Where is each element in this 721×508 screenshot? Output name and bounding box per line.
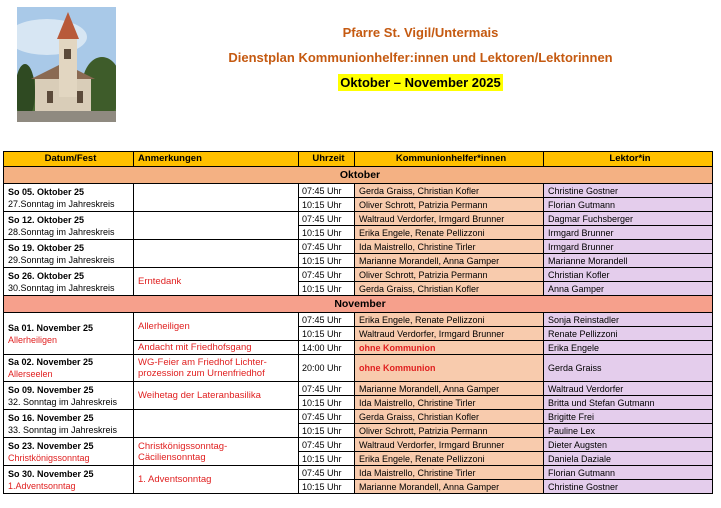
- lector-cell: Gerda Graiss: [544, 355, 713, 382]
- time-cell: 07:45 Uhr: [299, 268, 355, 282]
- helpers-cell: Oliver Schrott, Patrizia Permann: [355, 198, 544, 212]
- col-lector: Lektor*in: [544, 152, 713, 167]
- time-cell: 07:45 Uhr: [299, 184, 355, 198]
- table-row: [4, 212, 713, 226]
- table-row: [4, 382, 713, 396]
- date-cell: So 05. Oktober 25 27.Sonntag im Jahreskreis: [4, 184, 134, 212]
- table-row: [4, 410, 713, 424]
- period-title: [120, 75, 721, 90]
- helpers-cell: Ida Maistrello, Christine Tirler: [355, 466, 544, 480]
- lector-cell: Christian Kofler: [544, 268, 713, 282]
- note-cell: Christkönigssonntag- Cäciliensonntag: [134, 438, 299, 466]
- note-cell: [134, 184, 299, 212]
- lector-cell: Marianne Morandell: [544, 254, 713, 268]
- lector-cell: Christine Gostner: [544, 480, 713, 494]
- lector-cell: Irmgard Brunner: [544, 240, 713, 254]
- time-cell: 10:15 Uhr: [299, 282, 355, 296]
- date-cell: So 12. Oktober 25 28.Sonntag im Jahreskreis: [4, 212, 134, 240]
- time-cell: 07:45 Uhr: [299, 466, 355, 480]
- note-cell: Erntedank: [134, 268, 299, 296]
- church-photo: [17, 7, 116, 122]
- note-cell: [134, 212, 299, 240]
- lector-cell: Erika Engele: [544, 341, 713, 355]
- helpers-cell: Waltraud Verdorfer, Irmgard Brunner: [355, 438, 544, 452]
- lector-cell: Renate Pellizzoni: [544, 327, 713, 341]
- date-cell: So 19. Oktober 25 29.Sonntag im Jahreskreis: [4, 240, 134, 268]
- document-title: Dienstplan Kommunionhelfer:innen und Lektoren/Lektorinnen: [228, 50, 613, 65]
- lector-cell: Florian Gutmann: [544, 198, 713, 212]
- lector-cell: Pauline Lex: [544, 424, 713, 438]
- col-helpers: Kommunionhelfer*innen: [355, 152, 544, 167]
- helpers-cell: Erika Engele, Renate Pellizzoni: [355, 452, 544, 466]
- time-cell: 14:00 Uhr: [299, 341, 355, 355]
- table-row: [4, 268, 713, 282]
- time-cell: 10:15 Uhr: [299, 254, 355, 268]
- section-october: [4, 167, 713, 184]
- note-cell: Allerheiligen: [134, 313, 299, 341]
- lector-cell: Irmgard Brunner: [544, 226, 713, 240]
- time-cell: 10:15 Uhr: [299, 396, 355, 410]
- helpers-cell: Gerda Graiss, Christian Kofler: [355, 282, 544, 296]
- lector-cell: Florian Gutmann: [544, 466, 713, 480]
- time-cell: 07:45 Uhr: [299, 382, 355, 396]
- table-row: [4, 313, 713, 327]
- section-label-november: November: [4, 296, 713, 313]
- time-cell: 07:45 Uhr: [299, 313, 355, 327]
- col-notes: Anmerkungen: [134, 152, 299, 167]
- helpers-cell: Gerda Graiss, Christian Kofler: [355, 410, 544, 424]
- date-cell: So 16. November 25 33. Sonntag im Jahreskreis: [4, 410, 134, 438]
- helpers-cell: ohne Kommunion: [355, 355, 544, 382]
- lector-cell: Dieter Augsten: [544, 438, 713, 452]
- helpers-cell: Ida Maistrello, Christine Tirler: [355, 396, 544, 410]
- helpers-cell: Marianne Morandell, Anna Gamper: [355, 480, 544, 494]
- lector-cell: Waltraud Verdorfer: [544, 382, 713, 396]
- section-november: [4, 296, 713, 313]
- table-row: [4, 240, 713, 254]
- helpers-cell: Marianne Morandell, Anna Gamper: [355, 254, 544, 268]
- lector-cell: Dagmar Fuchsberger: [544, 212, 713, 226]
- helpers-cell: Waltraud Verdorfer, Irmgard Brunner: [355, 327, 544, 341]
- date-cell: So 30. November 25 1.Adventsonntag: [4, 466, 134, 494]
- note-cell: Andacht mit Friedhofsgang: [134, 341, 299, 355]
- time-cell: 07:45 Uhr: [299, 240, 355, 254]
- helpers-cell: ohne Kommunion: [355, 341, 544, 355]
- helpers-cell: Erika Engele, Renate Pellizzoni: [355, 313, 544, 327]
- church-icon: [17, 7, 116, 122]
- helpers-cell: Marianne Morandell, Anna Gamper: [355, 382, 544, 396]
- table-header-row: [4, 152, 713, 167]
- note-cell: [134, 410, 299, 438]
- helpers-cell: Erika Engele, Renate Pellizzoni: [355, 226, 544, 240]
- time-cell: 10:15 Uhr: [299, 424, 355, 438]
- time-cell: 10:15 Uhr: [299, 327, 355, 341]
- date-cell: Sa 02. November 25 Allerseelen: [4, 355, 134, 382]
- note-cell: [134, 240, 299, 268]
- time-cell: 07:45 Uhr: [299, 410, 355, 424]
- time-cell: 10:15 Uhr: [299, 480, 355, 494]
- lector-cell: Brigitte Frei: [544, 410, 713, 424]
- col-date: Datum/Fest: [4, 152, 134, 167]
- table-row: [4, 184, 713, 198]
- date-cell: So 26. Oktober 25 30.Sonntag im Jahreskreis: [4, 268, 134, 296]
- parish-title: Pfarre St. Vigil/Untermais: [342, 25, 499, 40]
- time-cell: 10:15 Uhr: [299, 452, 355, 466]
- note-cell: WG-Feier am Friedhof Lichter- prozession zum Urnenfriedhof: [134, 355, 299, 382]
- col-time: Uhrzeit: [299, 152, 355, 167]
- table-row: [4, 355, 713, 382]
- date-cell: So 23. November 25 Christkönigssonntag: [4, 438, 134, 466]
- lector-cell: Sonja Reinstadler: [544, 313, 713, 327]
- helpers-cell: Waltraud Verdorfer, Irmgard Brunner: [355, 212, 544, 226]
- helpers-cell: Gerda Graiss, Christian Kofler: [355, 184, 544, 198]
- helpers-cell: Oliver Schrott, Patrizia Permann: [355, 424, 544, 438]
- helpers-cell: Ida Maistrello, Christine Tirler: [355, 240, 544, 254]
- schedule-table: [3, 151, 713, 494]
- note-cell: 1. Adventsonntag: [134, 466, 299, 494]
- lector-cell: Christine Gostner: [544, 184, 713, 198]
- time-cell: 10:15 Uhr: [299, 198, 355, 212]
- date-cell: So 09. November 25 32. Sonntag im Jahreskreis: [4, 382, 134, 410]
- time-cell: 20:00 Uhr: [299, 355, 355, 382]
- time-cell: 07:45 Uhr: [299, 438, 355, 452]
- period-highlight: Oktober – November 2025: [340, 75, 501, 90]
- helpers-cell: Oliver Schrott, Patrizia Permann: [355, 268, 544, 282]
- lector-cell: Daniela Daziale: [544, 452, 713, 466]
- date-cell: Sa 01. November 25 Allerheiligen: [4, 313, 134, 355]
- table-row: [4, 466, 713, 480]
- lector-cell: Anna Gamper: [544, 282, 713, 296]
- note-cell: Weihetag der Lateranbasilika: [134, 382, 299, 410]
- time-cell: 07:45 Uhr: [299, 212, 355, 226]
- table-row: [4, 438, 713, 452]
- section-label-october: Oktober: [4, 167, 713, 184]
- time-cell: 10:15 Uhr: [299, 226, 355, 240]
- lector-cell: Britta und Stefan Gutmann: [544, 396, 713, 410]
